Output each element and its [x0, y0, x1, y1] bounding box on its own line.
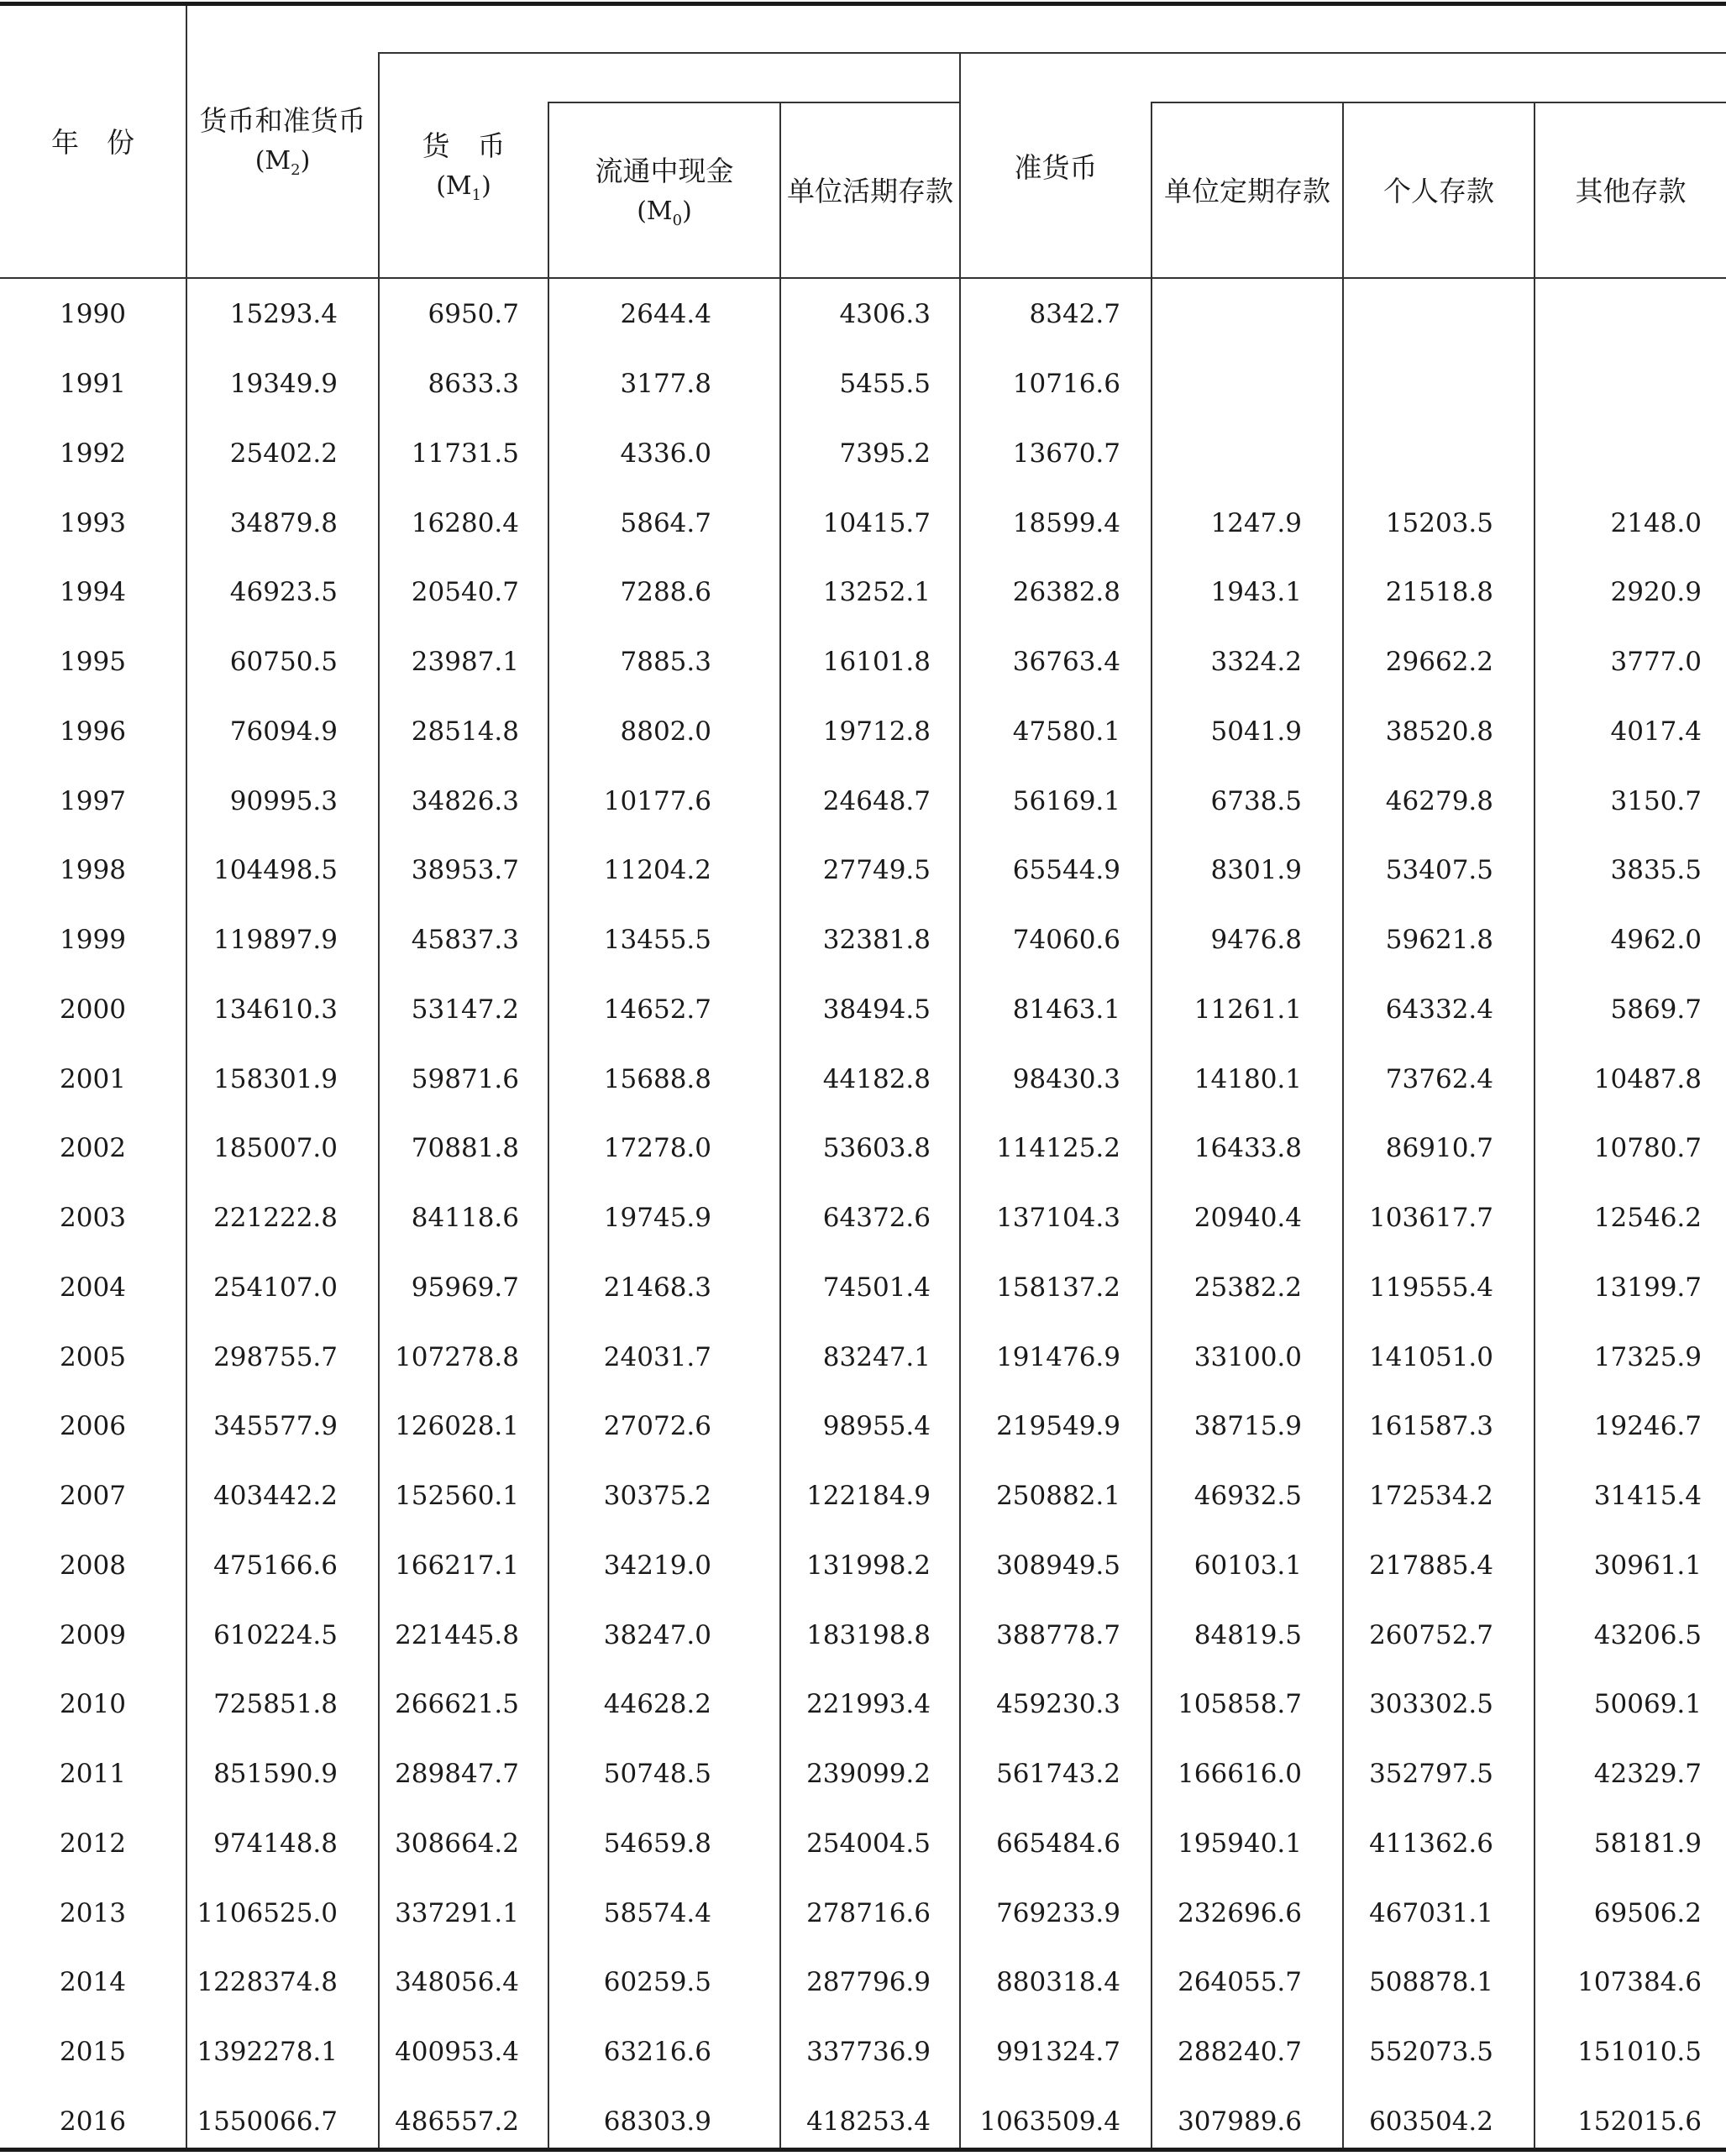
cell-personal: 141051.0: [1369, 1341, 1493, 1372]
cell-m2: 15293.4: [229, 299, 338, 330]
cell-m0: 7885.3: [620, 647, 711, 678]
cell-year: 1998: [60, 855, 126, 886]
cell-m1: 84118.6: [411, 1203, 519, 1234]
cell-personal: 53407.5: [1385, 855, 1493, 886]
cell-personal: 260752.7: [1369, 1619, 1493, 1650]
top-rule: [0, 2, 1726, 6]
cell-quasi: 114125.2: [996, 1133, 1120, 1164]
cell-quasi: 74060.6: [1012, 925, 1120, 956]
cell-m0: 30375.2: [603, 1481, 711, 1512]
table-row: [0, 558, 1726, 627]
cell-other: 2148.0: [1610, 507, 1702, 538]
cell-m1: 289847.7: [395, 1759, 519, 1790]
cell-year: 2005: [60, 1341, 126, 1372]
cell-quasi: 991324.7: [996, 2037, 1120, 2068]
header-time-deposit-label: 单位定期存款: [1164, 175, 1330, 207]
cell-year: 1995: [60, 647, 126, 678]
cell-m1: 152560.1: [395, 1481, 519, 1512]
cell-demand: 74501.4: [822, 1272, 931, 1303]
cell-m0: 50748.5: [603, 1759, 711, 1790]
table-row: [0, 1183, 1726, 1253]
table-row: [0, 1461, 1726, 1531]
cell-year: 2012: [60, 1828, 126, 1859]
cell-personal: 467031.1: [1369, 1897, 1493, 1928]
cell-m2: 76094.9: [229, 716, 338, 747]
cell-other: 107384.6: [1577, 1967, 1702, 1998]
cell-other: 10780.7: [1593, 1133, 1702, 1164]
cell-time-dep: 288240.7: [1178, 2037, 1302, 2068]
cell-m0: 4336.0: [620, 438, 711, 469]
cell-m2: 475166.6: [213, 1550, 338, 1581]
cell-other: 43206.5: [1593, 1619, 1702, 1650]
cell-demand: 287796.9: [806, 1967, 931, 1998]
cell-m2: 1550066.7: [197, 2106, 338, 2137]
header-m0: [549, 151, 779, 241]
cell-demand: 19712.8: [822, 716, 931, 747]
table-row: [0, 2017, 1726, 2087]
cell-time-dep: [1151, 280, 1342, 349]
cell-m1: 28514.8: [411, 716, 519, 747]
cell-quasi: 56169.1: [1012, 785, 1120, 816]
cell-demand: 7395.2: [839, 438, 931, 469]
cell-quasi: 81463.1: [1012, 994, 1120, 1025]
cell-other: 30961.1: [1593, 1550, 1702, 1581]
cell-m2: 1228374.8: [197, 1967, 338, 1998]
cell-quasi: 10716.6: [1012, 369, 1120, 400]
cell-time-dep: 232696.6: [1178, 1897, 1302, 1928]
cell-year: 2013: [60, 1897, 126, 1928]
cell-m2: 90995.3: [229, 785, 338, 816]
cell-year: 2003: [60, 1203, 126, 1234]
cell-time-dep: [1151, 349, 1342, 419]
header-m0-symbol: $(M_0)$: [637, 197, 692, 229]
cell-m1: 45837.3: [411, 925, 519, 956]
header-personal-label: 个人存款: [1383, 175, 1494, 207]
cell-other: 3150.7: [1610, 785, 1702, 816]
cell-personal: 59621.8: [1385, 925, 1493, 956]
cell-m1: 23987.1: [411, 647, 519, 678]
cell-personal: 552073.5: [1369, 2037, 1493, 2068]
cell-time-dep: 1247.9: [1210, 507, 1302, 538]
cell-other: 19246.7: [1593, 1411, 1702, 1442]
cell-quasi: 459230.3: [996, 1689, 1120, 1720]
cell-demand: 418253.4: [806, 2106, 931, 2137]
table-row: [0, 1878, 1726, 1948]
cell-demand: 53603.8: [822, 1133, 931, 1164]
cell-year: 1997: [60, 785, 126, 816]
cell-demand: 44182.8: [822, 1063, 931, 1094]
cell-other: [1534, 419, 1726, 489]
cell-m0: 19745.9: [603, 1203, 711, 1234]
cell-year: 1992: [60, 438, 126, 469]
cell-demand: 122184.9: [806, 1481, 931, 1512]
cell-m2: 46923.5: [229, 577, 338, 608]
cell-other: 152015.6: [1577, 2106, 1702, 2137]
cell-demand: 10415.7: [822, 507, 931, 538]
cell-demand: 221993.4: [806, 1689, 931, 1720]
cell-year: 1994: [60, 577, 126, 608]
cell-personal: 38520.8: [1385, 716, 1493, 747]
cell-quasi: 388778.7: [996, 1619, 1120, 1650]
cell-year: 2006: [60, 1411, 126, 1442]
cell-m1: 38953.7: [411, 855, 519, 886]
cell-year: 1991: [60, 369, 126, 400]
cell-demand: 254004.5: [806, 1828, 931, 1859]
cell-time-dep: 195940.1: [1178, 1828, 1302, 1859]
cell-personal: 172534.2: [1369, 1481, 1493, 1512]
cell-m0: 13455.5: [603, 925, 711, 956]
cell-time-dep: 25382.2: [1194, 1272, 1302, 1303]
cell-m0: 58574.4: [603, 1897, 711, 1928]
cell-personal: 46279.8: [1385, 785, 1493, 816]
cell-quasi: 65544.9: [1012, 855, 1120, 886]
cell-m2: 104498.5: [213, 855, 338, 886]
cell-m1: 266621.5: [395, 1689, 519, 1720]
cell-quasi: 561743.2: [996, 1759, 1120, 1790]
cell-year: 2014: [60, 1967, 126, 1998]
cell-other: 17325.9: [1593, 1341, 1702, 1372]
cell-time-dep: 14180.1: [1194, 1063, 1302, 1094]
cell-year: 2004: [60, 1272, 126, 1303]
cell-personal: 21518.8: [1385, 577, 1493, 608]
cell-quasi: 47580.1: [1012, 716, 1120, 747]
cell-personal: 411362.6: [1369, 1828, 1493, 1859]
cell-time-dep: 16433.8: [1194, 1133, 1302, 1164]
cell-personal: 103617.7: [1369, 1203, 1493, 1234]
cell-m2: 974148.8: [213, 1828, 338, 1859]
cell-m1: 400953.4: [395, 2037, 519, 2068]
cell-other: 42329.7: [1593, 1759, 1702, 1790]
cell-quasi: 308949.5: [996, 1550, 1120, 1581]
cell-m0: 21468.3: [603, 1272, 711, 1303]
cell-demand: 239099.2: [806, 1759, 931, 1790]
header-line-1: [378, 52, 1726, 54]
cell-m0: 68303.9: [603, 2106, 711, 2137]
cell-other: 58181.9: [1593, 1828, 1702, 1859]
cell-demand: 4306.3: [839, 299, 931, 330]
cell-m2: 345577.9: [213, 1411, 338, 1442]
cell-m1: 107278.8: [395, 1341, 519, 1372]
cell-demand: 337736.9: [806, 2037, 931, 2068]
cell-m2: 119897.9: [213, 925, 338, 956]
cell-year: 2008: [60, 1550, 126, 1581]
cell-m2: 254107.0: [213, 1272, 338, 1303]
cell-other: 69506.2: [1593, 1897, 1702, 1928]
table-row: [0, 627, 1726, 697]
cell-m2: 60750.5: [229, 647, 338, 678]
table-row: [0, 1044, 1726, 1114]
cell-year: 2001: [60, 1063, 126, 1094]
table-row: [0, 1322, 1726, 1392]
header-personal: [1344, 171, 1534, 212]
cell-personal: 119555.4: [1369, 1272, 1493, 1303]
cell-quasi: 158137.2: [996, 1272, 1120, 1303]
cell-m0: 5864.7: [620, 507, 711, 538]
header-bottom-line: [0, 277, 1726, 279]
cell-m2: 19349.9: [229, 369, 338, 400]
cell-demand: 13252.1: [822, 577, 931, 608]
cell-time-dep: [1151, 419, 1342, 489]
cell-personal: [1342, 280, 1534, 349]
table-row: [0, 1392, 1726, 1461]
cell-personal: 603504.2: [1369, 2106, 1493, 2137]
cell-other: 3777.0: [1610, 647, 1702, 678]
cell-year: 1990: [60, 299, 126, 330]
cell-quasi: 665484.6: [996, 1828, 1120, 1859]
header-other-label: 其他存款: [1575, 175, 1687, 207]
cell-demand: 131998.2: [806, 1550, 931, 1581]
header-m1: [380, 126, 548, 216]
header-other: [1535, 171, 1726, 212]
cell-m0: 8802.0: [620, 716, 711, 747]
cell-quasi: 191476.9: [996, 1341, 1120, 1372]
cell-m1: 8633.3: [428, 369, 519, 400]
cell-m1: 11731.5: [411, 438, 519, 469]
cell-m2: 185007.0: [213, 1133, 338, 1164]
cell-quasi: 8342.7: [1029, 299, 1120, 330]
table-row: [0, 1114, 1726, 1183]
cell-other: 12546.2: [1593, 1203, 1702, 1234]
cell-m2: 34879.8: [229, 507, 338, 538]
cell-time-dep: 264055.7: [1178, 1967, 1302, 1998]
cell-m1: 308664.2: [395, 1828, 519, 1859]
cell-demand: 183198.8: [806, 1619, 931, 1650]
cell-year: 2007: [60, 1481, 126, 1512]
header-m1-label: 货 币: [422, 129, 506, 162]
cell-year: 2015: [60, 2037, 126, 2068]
cell-m1: 221445.8: [395, 1619, 519, 1650]
cell-other: 3835.5: [1610, 855, 1702, 886]
cell-m0: 38247.0: [603, 1619, 711, 1650]
cell-demand: 16101.8: [822, 647, 931, 678]
cell-m0: 11204.2: [603, 855, 711, 886]
cell-personal: 15203.5: [1385, 507, 1493, 538]
cell-year: 2010: [60, 1689, 126, 1720]
cell-m2: 134610.3: [213, 994, 338, 1025]
cell-quasi: 98430.3: [1012, 1063, 1120, 1094]
cell-quasi: 36763.4: [1012, 647, 1120, 678]
cell-personal: 29662.2: [1385, 647, 1493, 678]
cell-time-dep: 105858.7: [1178, 1689, 1302, 1720]
cell-time-dep: 5041.9: [1210, 716, 1302, 747]
table-row: [0, 1739, 1726, 1809]
data-table: [0, 280, 1726, 2156]
header-m1-symbol: $(M_1)$: [436, 171, 491, 204]
cell-time-dep: 6738.5: [1210, 785, 1302, 816]
cell-other: 5869.7: [1610, 994, 1702, 1025]
header-year-label: 年 份: [51, 126, 134, 159]
cell-m0: 7288.6: [620, 577, 711, 608]
cell-year: 2016: [60, 2106, 126, 2137]
cell-m2: 725851.8: [213, 1689, 338, 1720]
cell-m0: 2644.4: [620, 299, 711, 330]
cell-m1: 16280.4: [411, 507, 519, 538]
cell-m2: 298755.7: [213, 1341, 338, 1372]
cell-time-dep: 38715.9: [1194, 1411, 1302, 1442]
cell-time-dep: 11261.1: [1194, 994, 1302, 1025]
table-row: [0, 1253, 1726, 1323]
cell-quasi: 219549.9: [996, 1411, 1120, 1442]
cell-demand: 38494.5: [822, 994, 931, 1025]
header-m2-label: 货币和准货币: [199, 104, 366, 137]
cell-m2: 1392278.1: [197, 2037, 338, 2068]
header-m2-symbol: $(M_2)$: [254, 146, 311, 179]
cell-personal: 161587.3: [1369, 1411, 1493, 1442]
header-time-deposit: [1152, 171, 1342, 212]
table-row: [0, 1531, 1726, 1601]
header-quasi-label: 准货币: [1014, 151, 1098, 184]
cell-m1: 486557.2: [395, 2106, 519, 2137]
cell-quasi: 880318.4: [996, 1967, 1120, 1998]
cell-quasi: 769233.9: [996, 1897, 1120, 1928]
cell-other: 151010.5: [1577, 2037, 1702, 2068]
cell-m1: 59871.6: [411, 1063, 519, 1094]
cell-personal: [1342, 419, 1534, 489]
cell-time-dep: 8301.9: [1210, 855, 1302, 886]
cell-other: 50069.1: [1593, 1689, 1702, 1720]
cell-m0: 14652.7: [603, 994, 711, 1025]
table-row: [0, 766, 1726, 836]
cell-other: 2920.9: [1610, 577, 1702, 608]
cell-time-dep: 60103.1: [1194, 1550, 1302, 1581]
cell-m2: 158301.9: [213, 1063, 338, 1094]
cell-m1: 166217.1: [395, 1550, 519, 1581]
cell-time-dep: 307989.6: [1178, 2106, 1302, 2137]
cell-demand: 27749.5: [822, 855, 931, 886]
cell-time-dep: 166616.0: [1178, 1759, 1302, 1790]
table-row: [0, 1809, 1726, 1879]
cell-m0: 63216.6: [603, 2037, 711, 2068]
cell-demand: 98955.4: [822, 1411, 931, 1442]
cell-m2: 25402.2: [229, 438, 338, 469]
cell-other: 31415.4: [1593, 1481, 1702, 1512]
cell-m0: 15688.8: [603, 1063, 711, 1094]
cell-m2: 851590.9: [213, 1759, 338, 1790]
cell-m0: 27072.6: [603, 1411, 711, 1442]
cell-m1: 20540.7: [411, 577, 519, 608]
bottom-rule: [0, 2148, 1726, 2152]
cell-personal: 508878.1: [1369, 1967, 1493, 1998]
cell-m1: 70881.8: [411, 1133, 519, 1164]
cell-time-dep: 46932.5: [1194, 1481, 1302, 1512]
cell-demand: 24648.7: [822, 785, 931, 816]
cell-year: 1999: [60, 925, 126, 956]
cell-year: 1996: [60, 716, 126, 747]
cell-m0: 60259.5: [603, 1967, 711, 1998]
table-row: [0, 1670, 1726, 1739]
cell-m0: 24031.7: [603, 1341, 711, 1372]
cell-time-dep: 9476.8: [1210, 925, 1302, 956]
cell-m1: 34826.3: [411, 785, 519, 816]
cell-m0: 54659.8: [603, 1828, 711, 1859]
cell-quasi: 13670.7: [1012, 438, 1120, 469]
header-line-2a: [548, 102, 959, 103]
cell-m0: 34219.0: [603, 1550, 711, 1581]
table-row: [0, 697, 1726, 767]
table-row: [0, 419, 1726, 489]
cell-year: 2011: [60, 1759, 126, 1790]
cell-m2: 1106525.0: [197, 1897, 338, 1928]
header-demand-label: 单位活期存款: [787, 175, 953, 207]
cell-demand: 83247.1: [822, 1341, 931, 1372]
table-row: [0, 349, 1726, 419]
cell-quasi: 1063509.4: [979, 2106, 1120, 2137]
cell-year: 2009: [60, 1619, 126, 1650]
table-row: [0, 488, 1726, 558]
cell-other: 10487.8: [1593, 1063, 1702, 1094]
cell-m1: 53147.2: [411, 994, 519, 1025]
cell-personal: [1342, 349, 1534, 419]
cell-demand: 32381.8: [822, 925, 931, 956]
cell-personal: 217885.4: [1369, 1550, 1493, 1581]
header-line-2b: [1151, 102, 1726, 103]
cell-demand: 278716.6: [806, 1897, 931, 1928]
cell-m0: 17278.0: [603, 1133, 711, 1164]
header-m0-label: 流通中现金: [595, 155, 734, 187]
cell-m2: 403442.2: [213, 1481, 338, 1512]
cell-year: 2000: [60, 994, 126, 1025]
table-row: [0, 1600, 1726, 1670]
cell-time-dep: 3324.2: [1210, 647, 1302, 678]
cell-time-dep: 33100.0: [1194, 1341, 1302, 1372]
header-quasi: [961, 148, 1151, 188]
cell-m1: 126028.1: [395, 1411, 519, 1442]
cell-m2: 221222.8: [213, 1203, 338, 1234]
header-demand: [781, 171, 959, 212]
cell-personal: 352797.5: [1369, 1759, 1493, 1790]
cell-m0: 10177.6: [603, 785, 711, 816]
cell-quasi: 18599.4: [1012, 507, 1120, 538]
cell-personal: 64332.4: [1385, 994, 1493, 1025]
cell-year: 1993: [60, 507, 126, 538]
cell-time-dep: 84819.5: [1194, 1619, 1302, 1650]
cell-m0: 3177.8: [620, 369, 711, 400]
cell-m2: 610224.5: [213, 1619, 338, 1650]
cell-personal: 86910.7: [1385, 1133, 1493, 1164]
table-row: [0, 280, 1726, 349]
cell-personal: 303302.5: [1369, 1689, 1493, 1720]
cell-time-dep: 1943.1: [1210, 577, 1302, 608]
table-row: [0, 1948, 1726, 2017]
cell-demand: 64372.6: [822, 1203, 931, 1234]
cell-year: 2002: [60, 1133, 126, 1164]
cell-m1: 6950.7: [428, 299, 519, 330]
header-m2: [187, 101, 378, 191]
table-row: [0, 905, 1726, 975]
cell-quasi: 250882.1: [996, 1481, 1120, 1512]
cell-other: [1534, 349, 1726, 419]
cell-m0: 44628.2: [603, 1689, 711, 1720]
cell-m1: 337291.1: [395, 1897, 519, 1928]
cell-other: 4962.0: [1610, 925, 1702, 956]
cell-quasi: 137104.3: [996, 1203, 1120, 1234]
table-row: [0, 836, 1726, 905]
cell-m1: 95969.7: [411, 1272, 519, 1303]
cell-m1: 348056.4: [395, 1967, 519, 1998]
header-year: [0, 123, 186, 163]
cell-personal: 73762.4: [1385, 1063, 1493, 1094]
cell-demand: 5455.5: [839, 369, 931, 400]
cell-quasi: 26382.8: [1012, 577, 1120, 608]
cell-other: [1534, 280, 1726, 349]
table-row: [0, 975, 1726, 1045]
cell-other: 13199.7: [1593, 1272, 1702, 1303]
table-row: [0, 2087, 1726, 2156]
cell-time-dep: 20940.4: [1194, 1203, 1302, 1234]
cell-other: 4017.4: [1610, 716, 1702, 747]
